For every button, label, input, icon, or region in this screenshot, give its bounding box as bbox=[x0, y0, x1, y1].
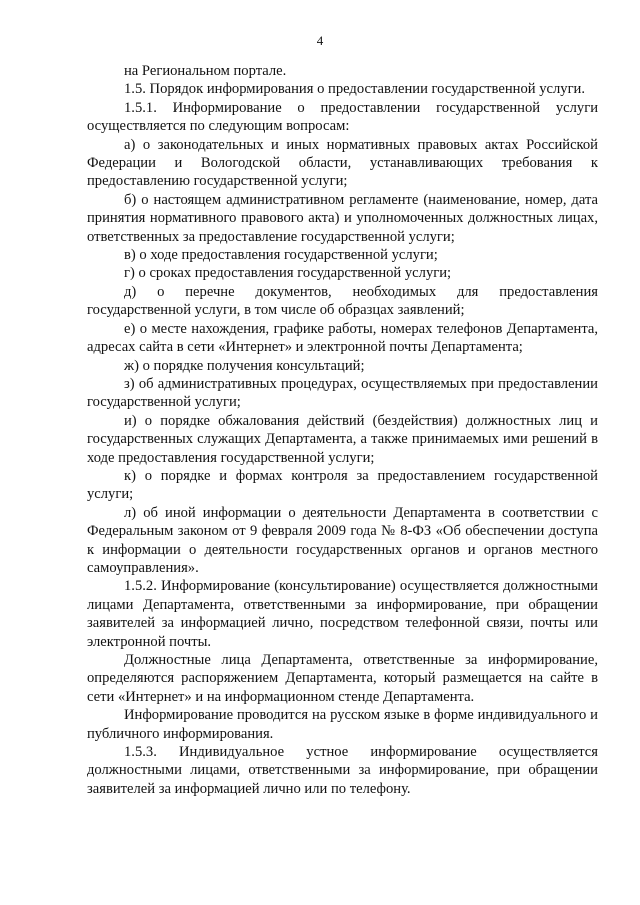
list-item-g: г) о сроках предоставления государственной услуги; bbox=[124, 265, 452, 282]
list-item-a: а) о законодательных и иных нормативных правовых актах Российской Федерации и Вологодской области, устанавливающих требования к предоставлению государственной услуги; bbox=[87, 136, 598, 190]
paragraph-1-5-1: 1.5.1. Информирование о предоставлении государственной услуги осуществляется по следующим вопросам: bbox=[87, 99, 598, 135]
section-heading-1-5: 1.5. Порядок информирования о предоставлении государственной услуги. bbox=[124, 81, 586, 98]
list-item-b: б) о настоящем административном регламенте (наименование, номер, дата принятия нормативного правового акта) и уполномоченных должностных лицах, ответственных за предоставление государственной услуги; bbox=[87, 191, 598, 245]
list-item-i: и) о порядке обжалования действий (бездействия) должностных лиц и государственных служащих Департамента, а также принимаемых ими решений в ходе предоставления государственной услуги; bbox=[87, 412, 598, 466]
list-item-zh: ж) о порядке получения консультаций; bbox=[124, 357, 365, 374]
list-item-k: к) о порядке и формах контроля за предоставлением государственной услуги; bbox=[87, 467, 598, 503]
list-item-v: в) о ходе предоставления государственной услуги; bbox=[124, 247, 438, 264]
list-item-z: з) об административных процедурах, осуществляемых при предоставлении государственной услуги; bbox=[87, 375, 598, 411]
list-item-e: е) о месте нахождения, графике работы, номерах телефонов Департамента, адресах сайта в сети «Интернет» и электронной почты Департамента; bbox=[87, 320, 598, 356]
paragraph-1-5-3: 1.5.3. Индивидуальное устное информирование осуществляется должностными лицами, ответственными за информирование, при обращении заявителей за информацией лично или по телефону. bbox=[87, 744, 598, 797]
page-number: 4 bbox=[316, 33, 324, 48]
paragraph-1-5-2: 1.5.2. Информирование (консультирование) осуществляется должностными лицами Департамента, ответственными за информирование, при обращении заявителей за информацией лично, посредством телефонной связи, почты или электронной почты. bbox=[87, 578, 598, 650]
paragraph-language: Информирование проводится на русском языке в форме индивидуального и публичного информирования. bbox=[87, 707, 598, 742]
paragraph-officials: Должностные лица Департамента, ответственные за информирование, определяются распоряжением Департамента, который размещается на сайте в сети «Интернет» и на информационном стенде Департамента. bbox=[87, 652, 598, 705]
list-item-d: д) о перечне документов, необходимых для предоставления государственной услуги, в том числе об образцах заявлений; bbox=[87, 283, 598, 319]
paragraph-continuation: на Региональном портале. bbox=[124, 63, 287, 79]
list-item-l: л) об иной информации о деятельности Департамента в соответствии с Федеральным законом от 9 февраля 2009 года № 8-ФЗ «Об обеспечении доступа к информации о деятельности государственных органов и органов местного самоуправления». bbox=[87, 504, 598, 576]
document-body bbox=[87, 62, 598, 798]
